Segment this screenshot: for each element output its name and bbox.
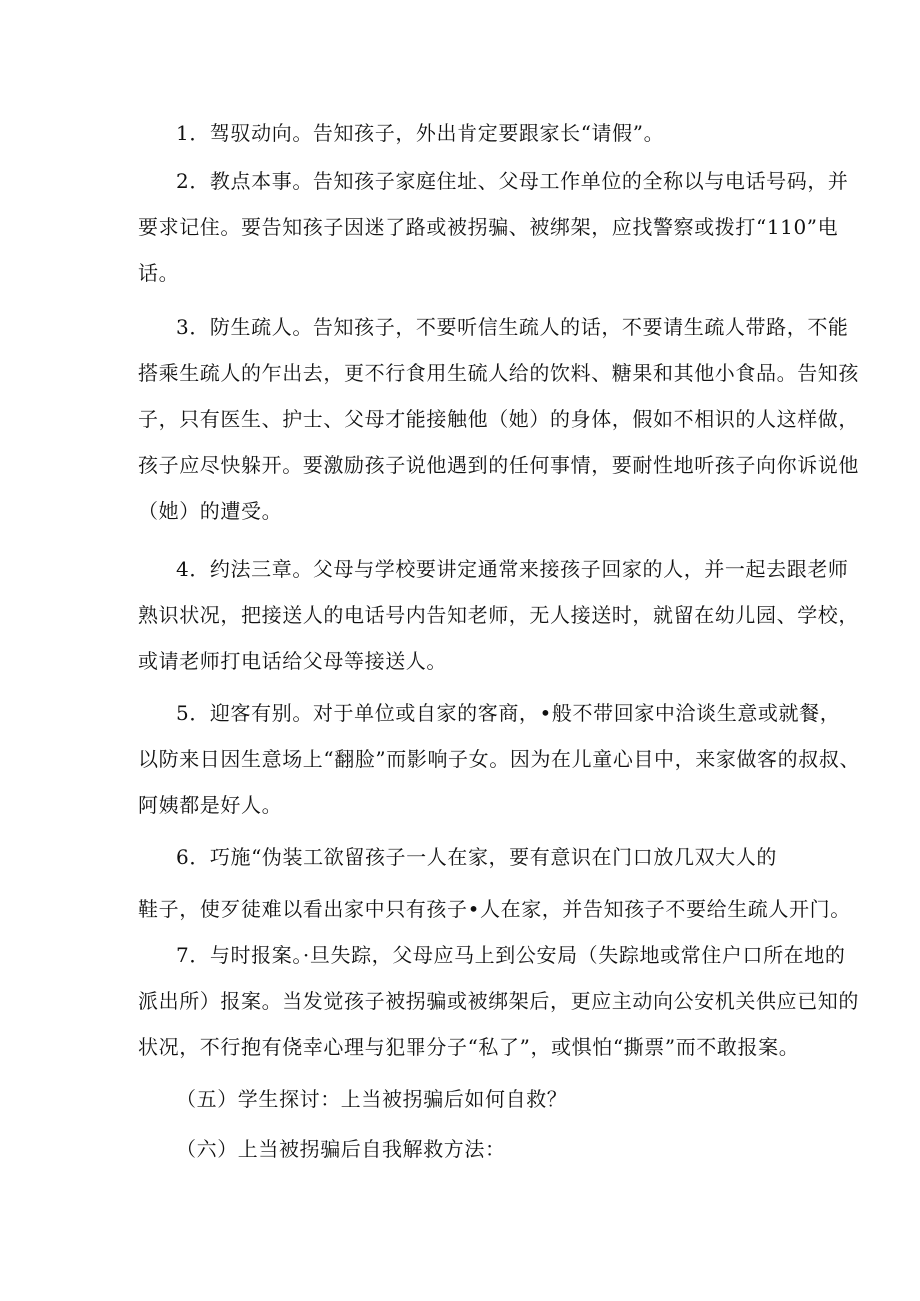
paragraph-line: 以防来日因生意场上“翻脸”而影响子女。因为在儿童心目中，来家做客的叔叔、	[138, 747, 861, 771]
section-heading-6	[138, 1126, 788, 1172]
paragraph-2	[138, 158, 849, 296]
paragraph-line: 或请老师打电话给父母等接送人。	[138, 649, 447, 673]
paragraph-line: 孩子应尽快躲开。要激励孩子说他遇到的任何事情，要耐性地听孩子向你诉说他	[138, 453, 859, 477]
paragraph-line: 话。	[138, 261, 180, 285]
paragraph-line: 派出所）报案。当发觉孩子被拐骗或被绑架后，更应主动向公安机关供应已知的	[138, 989, 859, 1013]
paragraph-line: （五）学生探讨：上当被拐骗后如何自救？	[176, 1087, 568, 1111]
paragraph-6	[138, 834, 788, 880]
paragraph-line: 5．迎客有别。对于单位或自家的客商，•般不带回家中洽谈生意或就餐，	[176, 701, 841, 725]
paragraph-line: 6．巧施“伪装工欲留孩子一人在家，要有意识在门口放几双大人的	[176, 845, 777, 869]
paragraph-line: 4．约法三章。父母与学校要讲定通常来接孩子回家的人，并一起去跟老师	[176, 557, 849, 581]
paragraph-7	[138, 932, 859, 1070]
paragraph-5	[138, 690, 861, 828]
section-heading-5	[138, 1076, 788, 1122]
paragraph-line: 1．驾驭动向。告知孩子，外出肯定要跟家长“请假”。	[176, 121, 665, 145]
paragraph-line: 搭乘生疏人的乍出去，更不行食用生硫人给的饮料、糖果和其他小食品。告知孩	[138, 361, 859, 385]
paragraph-line: （六）上当被拐骗后自我解救方法：	[176, 1137, 506, 1161]
paragraph-line: 7．与时报案。·旦失踪，父母应马上到公安局（失踪地或常住户口所在地的	[176, 943, 846, 967]
paragraph-line: 2．教点本事。告知孩子家庭住址、父母工作单位的全称以与电话号码，并	[176, 169, 849, 193]
paragraph-1	[138, 110, 788, 156]
paragraph-line: 要求记住。要告知孩子因迷了路或被拐骗、被绑架，应找警察或拨打“110”电	[138, 215, 839, 239]
paragraph-line: 3．防生疏人。告知孩子，不要听信生疏人的话，不要请生疏人带路，不能	[176, 315, 849, 339]
paragraph-4	[138, 546, 859, 684]
paragraph-3	[138, 304, 859, 534]
paragraph-line: 阿姨都是好人。	[138, 793, 283, 817]
paragraph-line: 熟识状况，把接送人的电话号内告知老师，无人接送时，就留在幼儿园、学校，	[138, 603, 859, 627]
paragraph-line: 子，只有医生、护士、父母才能接触他（她）的身体，假如不相识的人这样做，	[138, 407, 859, 431]
paragraph-line: 状况，不行抱有侥幸心理与犯罪分子“私了”，或惧怕“撕票”而不敢报案。	[138, 1035, 800, 1059]
paragraph-6-continued	[138, 886, 851, 932]
paragraph-line: 鞋子，使歹徒难以看出家中只有孩子•人在家，并告知孩子不要给生疏人开门。	[138, 897, 851, 921]
paragraph-line: （她）的遭受。	[138, 499, 283, 523]
